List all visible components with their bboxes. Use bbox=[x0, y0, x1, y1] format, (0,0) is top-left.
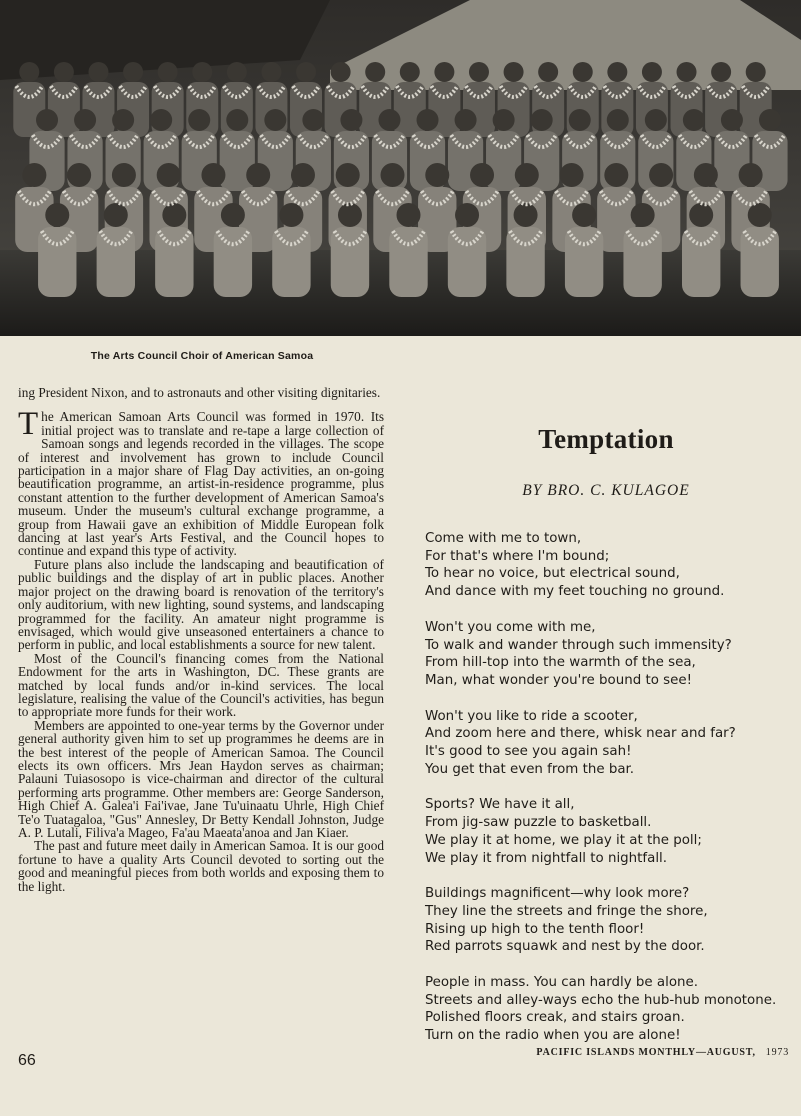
choir-member-head bbox=[365, 62, 385, 82]
choir-member-head bbox=[104, 203, 128, 227]
article-body bbox=[18, 386, 384, 893]
poem-line: Rising up high to the tenth floor! bbox=[425, 921, 645, 937]
choir-member-head bbox=[425, 163, 449, 187]
choir-member-head bbox=[381, 163, 405, 187]
choir-member-head bbox=[683, 109, 705, 131]
choir-member-head bbox=[201, 163, 225, 187]
choir-member-head bbox=[455, 203, 479, 227]
choir-member-head bbox=[739, 163, 763, 187]
choir-member-head bbox=[569, 109, 591, 131]
choir-member-head bbox=[264, 109, 286, 131]
poem-line: And dance with my feet touching no ground. bbox=[425, 584, 725, 600]
poem-title: Temptation bbox=[538, 424, 674, 454]
poem-stanza bbox=[425, 796, 797, 867]
choir-member-head bbox=[150, 109, 172, 131]
article-lead-paragraph: ing President Nixon, and to astronauts and other visiting dignitaries. bbox=[18, 385, 381, 400]
choir-member-head bbox=[158, 62, 178, 82]
choir-member-head bbox=[45, 203, 69, 227]
choir-member-head bbox=[748, 203, 772, 227]
choir-member-head bbox=[694, 163, 718, 187]
choir-member-head bbox=[340, 109, 362, 131]
poem-line: We play it from nightfall to nightfall. bbox=[425, 850, 668, 866]
choir-member-head bbox=[336, 163, 360, 187]
choir-member-head bbox=[538, 62, 558, 82]
choir-member-head bbox=[36, 109, 58, 131]
choir-member-head bbox=[711, 62, 731, 82]
poem-line: Polished floors creak, and stairs groan. bbox=[425, 1010, 685, 1026]
choir-member-head bbox=[470, 163, 494, 187]
poem-line: For that's where I'm bound; bbox=[425, 548, 610, 564]
poem-line: To hear no voice, but electrical sound, bbox=[425, 566, 680, 582]
poem-line: Turn on the radio when you are alone! bbox=[425, 1028, 681, 1044]
choir-member-head bbox=[162, 203, 186, 227]
choir-member-head bbox=[331, 62, 351, 82]
poem-stanza bbox=[425, 619, 797, 690]
choir-member-head bbox=[531, 109, 553, 131]
choir-member-head bbox=[112, 163, 136, 187]
choir-member-head bbox=[573, 62, 593, 82]
poem-body bbox=[425, 530, 797, 1063]
publication-footer bbox=[536, 1047, 789, 1058]
poem-line: Red parrots squawk and nest by the door. bbox=[425, 939, 705, 955]
choir-member-head bbox=[400, 62, 420, 82]
poem-line: You get that even from the bar. bbox=[425, 761, 635, 777]
poem-stanza bbox=[425, 974, 797, 1045]
choir-photo bbox=[0, 0, 801, 336]
poem-line: We play it at home, we play it at the poll; bbox=[425, 832, 702, 848]
choir-member-head bbox=[188, 109, 210, 131]
choir-member-head bbox=[677, 62, 697, 82]
choir-member-head bbox=[88, 62, 108, 82]
choir-member-head bbox=[338, 203, 362, 227]
choir-member-head bbox=[504, 62, 524, 82]
choir-member-head bbox=[192, 62, 212, 82]
choir-member-head bbox=[607, 109, 629, 131]
photo-caption: The Arts Council Choir of American Samoa bbox=[90, 350, 314, 362]
choir-member-head bbox=[607, 62, 627, 82]
choir-member-head bbox=[19, 62, 39, 82]
article-paragraph-5: The past and future meet daily in American Samoa. It is our good fortune to have a quality Arts Council devoted to sorting out the good and meaningful pieces from both worlds and exposing them to the light. bbox=[18, 838, 384, 894]
article-paragraph-2: Future plans also include the landscaping and beautification of public buildings and the display of art in public places. Another major project on the drawing board is renovation of the territory's only auditorium, with new lighting, sound systems, and landscaping programmed for the facility. An amateur night programme is envisaged, which would give unseasoned entertainers a chance to perform in public, and local establishments a source for new talent. bbox=[18, 556, 384, 653]
choir-member-head bbox=[493, 109, 515, 131]
choir-member-head bbox=[514, 203, 538, 227]
poem-stanza bbox=[425, 885, 797, 956]
article-paragraph-4: Members are appointed to one-year terms by the Governor under general authority given him to set up programmes he deems are in the best interest of the people of American Samoa. The Council elects its own officers. Mrs Jean Haydon serves as chairman; Palauni Tuiasosopo is vice-chairman and director of the cultural performing arts programme. Other members are: George Sanderson, High Chief A. Galea'i Fai'ivae, Jane Tu'uinaatu Uhrle, High Chief Te'o Tuatagaloa, "Gus" Annesley, Dr Betty Kendall Johnston, Judge A. P. Lutali, Filiva'a Mageo, Fa'au Maeata'anoa and Jan Kiaer. bbox=[18, 717, 384, 840]
choir-member-head bbox=[226, 109, 248, 131]
choir-member-head bbox=[74, 109, 96, 131]
poem-line: It's good to see you again sah! bbox=[425, 744, 632, 760]
poem-author: BY BRO. C. KULAGOE bbox=[522, 482, 690, 499]
poem-line: Streets and alley-ways echo the hub-hub monotone. bbox=[425, 992, 777, 1008]
publication-year: 1973 bbox=[765, 1047, 789, 1058]
choir-member-head bbox=[434, 62, 454, 82]
drop-cap: T bbox=[18, 406, 39, 443]
choir-member-head bbox=[302, 109, 324, 131]
choir-member-head bbox=[455, 109, 477, 131]
poem-stanza bbox=[425, 530, 797, 601]
choir-member-head bbox=[721, 109, 743, 131]
article-paragraph-3: Most of the Council's financing comes from the National Endowment for the arts in Washington, DC. These grants are matched by local funds and/or in-kind services. The local legislature, realising the value of the Council's activities, has begun to appropriate more funds for their work. bbox=[18, 650, 384, 720]
page-number: 66 bbox=[18, 1052, 36, 1069]
publication-name: PACIFIC ISLANDS MONTHLY—AUGUST, bbox=[536, 1047, 756, 1058]
poem-line: From jig-saw puzzle to basketball. bbox=[425, 815, 652, 831]
choir-member-head bbox=[631, 203, 655, 227]
choir-member-head bbox=[22, 163, 46, 187]
poem-line: People in mass. You can hardly be alone. bbox=[425, 975, 699, 991]
choir-member-head bbox=[572, 203, 596, 227]
poem-line: Buildings magnificent—why look more? bbox=[425, 886, 690, 902]
choir-member-head bbox=[261, 62, 281, 82]
choir-member-head bbox=[642, 62, 662, 82]
poem-line: Won't you like to ride a scooter, bbox=[425, 708, 638, 724]
choir-member-head bbox=[221, 203, 245, 227]
choir-member-head bbox=[397, 203, 421, 227]
choir-member-head bbox=[112, 109, 134, 131]
choir-member-head bbox=[67, 163, 91, 187]
choir-member-head bbox=[560, 163, 584, 187]
choir-member-head bbox=[54, 62, 74, 82]
choir-member-head bbox=[645, 109, 667, 131]
poem-line: And zoom here and there, whisk near and far? bbox=[425, 726, 736, 742]
choir-member-head bbox=[469, 62, 489, 82]
choir-member-head bbox=[123, 62, 143, 82]
choir-member-head bbox=[296, 62, 316, 82]
choir-member-head bbox=[604, 163, 628, 187]
poem-line: From hill-top into the warmth of the sea, bbox=[425, 655, 696, 671]
choir-member-head bbox=[279, 203, 303, 227]
choir-member-head bbox=[689, 203, 713, 227]
poem-stanza bbox=[425, 708, 797, 779]
choir-member-head bbox=[759, 109, 781, 131]
choir-member-head bbox=[291, 163, 315, 187]
choir-member-head bbox=[746, 62, 766, 82]
choir-member-head bbox=[157, 163, 181, 187]
poem-line: Won't you come with me, bbox=[425, 619, 596, 635]
choir-member-head bbox=[378, 109, 400, 131]
poem-line: They line the streets and fringe the shore, bbox=[425, 903, 708, 919]
poem-line: To walk and wander through such immensity? bbox=[425, 637, 732, 653]
choir-member-head bbox=[417, 109, 439, 131]
poem-line: Sports? We have it all, bbox=[425, 797, 575, 813]
poem-line: Come with me to town, bbox=[425, 531, 582, 546]
choir-member-head bbox=[515, 163, 539, 187]
choir-member-head bbox=[649, 163, 673, 187]
choir-member-head bbox=[227, 62, 247, 82]
choir-member-head bbox=[246, 163, 270, 187]
article-paragraph-1-text: he American Samoan Arts Council was formed in 1970. Its initial project was to translate and re-tape a large collection of Samoan songs and legends recorded in the villages. The scope of interest and involvement has grown to include Council participation in a major share of Flag Day activities, an on-going beautification programme, an artist-in-residence programme, plus constant attention to the further development of American Samoa's museum. Under the museum's cultural exchange programme, a group from Hawaii gave an exhibition of Middle European folk dancing at last year's Arts Festival, and the Council hopes to continue and expand this type of activity. bbox=[18, 409, 384, 559]
article-paragraph-1 bbox=[18, 406, 384, 559]
poem-line: Man, what wonder you're bound to see! bbox=[425, 672, 692, 688]
